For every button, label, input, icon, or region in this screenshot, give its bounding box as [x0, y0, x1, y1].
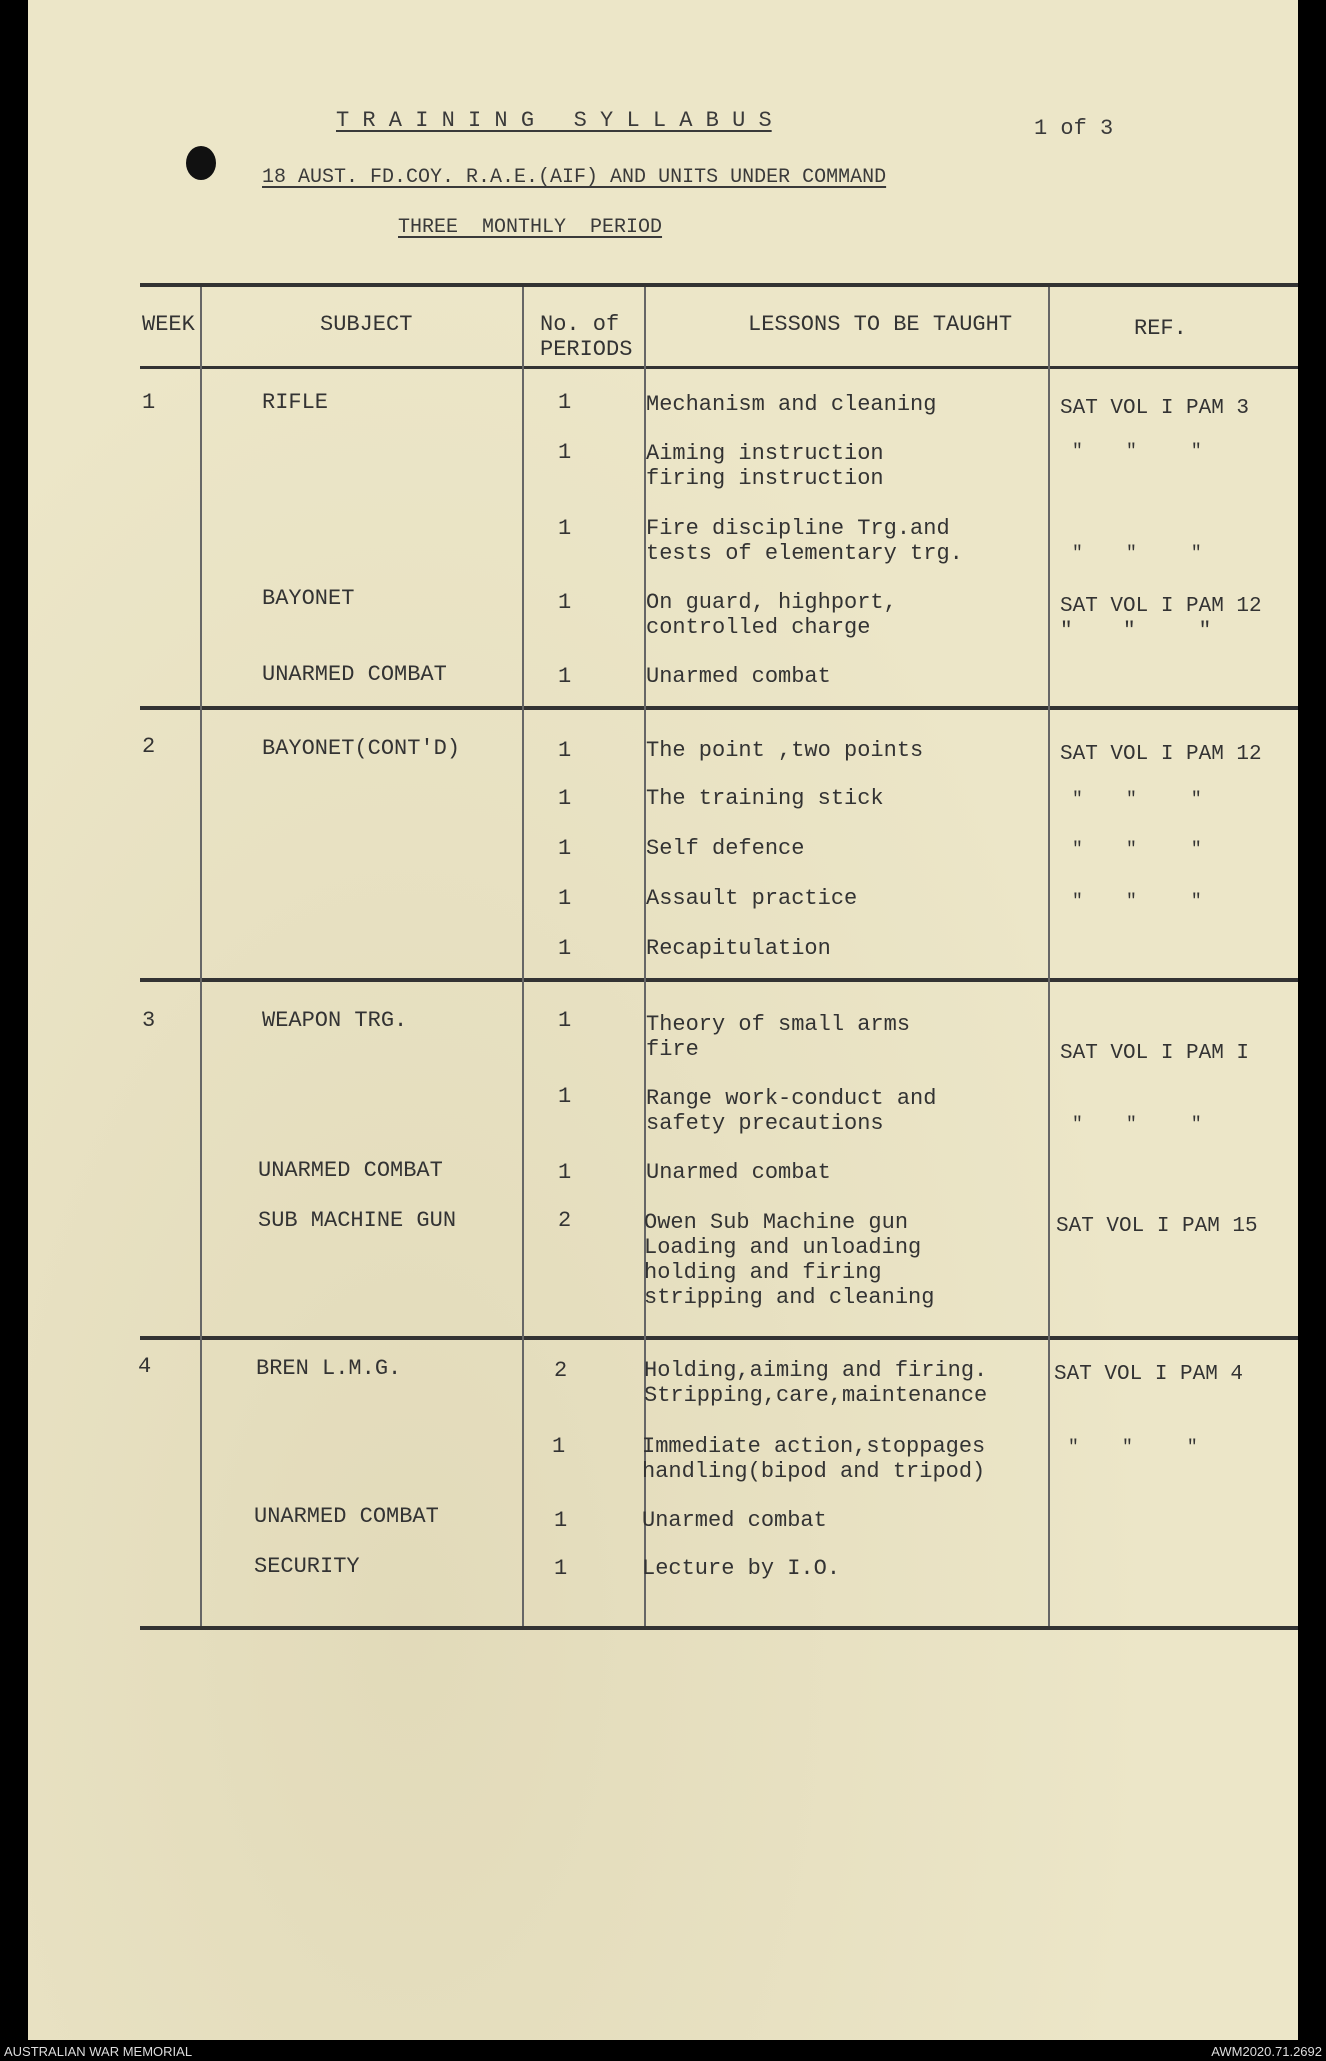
row-periods: 1 — [558, 936, 572, 961]
row-week: 2 — [142, 734, 156, 759]
row-periods: 1 — [558, 786, 572, 811]
row-periods: 1 — [558, 836, 572, 861]
row-subject: BAYONET — [262, 586, 355, 611]
row-lesson: The training stick — [646, 786, 884, 811]
row-periods: 1 — [558, 886, 572, 911]
row-lesson: Theory of small arms fire — [646, 1012, 911, 1062]
row-ref: SAT VOL I PAM 15 — [1056, 1215, 1258, 1238]
row-periods: 1 — [558, 590, 572, 615]
row-ref: SAT VOL I PAM I — [1060, 1042, 1250, 1065]
column-header-periods: No. of PERIODS — [540, 312, 633, 362]
row-lesson: Mechanism and cleaning — [646, 392, 937, 417]
column-header-subject: SUBJECT — [320, 312, 413, 337]
header-rule — [140, 366, 1298, 369]
week-1-rule — [140, 706, 1298, 710]
row-subject: RIFLE — [262, 390, 329, 415]
row-periods: 1 — [558, 738, 572, 763]
row-lesson: The point ,two points — [646, 738, 924, 763]
document-title: T R A I N I N G S Y L L A B U S — [336, 108, 772, 133]
row-subject: UNARMED COMBAT — [254, 1504, 439, 1529]
table-top-rule — [140, 283, 1298, 287]
row-ref: " " " — [1072, 1115, 1202, 1135]
row-ref: " " " — [1072, 790, 1202, 810]
row-ref: " " " — [1072, 840, 1202, 860]
row-subject: SUB MACHINE GUN — [258, 1208, 457, 1233]
row-lesson: Unarmed combat — [642, 1508, 827, 1533]
unit-heading: 18 AUST. FD.COY. R.A.E.(AIF) AND UNITS UNDER COMMAND — [262, 166, 887, 189]
row-lesson: Assault practice — [646, 886, 858, 911]
row-subject: SECURITY — [254, 1554, 360, 1579]
col-divider-lessons — [1048, 287, 1050, 1626]
footer-catalog-number: AWM2020.71.2692 — [1211, 2044, 1322, 2059]
row-ref: SAT VOL I PAM 12 — [1060, 743, 1262, 766]
document-page — [28, 0, 1298, 2040]
table-bottom-rule — [140, 1626, 1298, 1630]
row-week: 1 — [142, 390, 156, 415]
column-header-lessons: LESSONS TO BE TAUGHT — [748, 312, 1013, 337]
row-week: 4 — [138, 1354, 152, 1379]
punch-hole — [186, 146, 216, 180]
row-ref: SAT VOL I PAM 12 " " " — [1060, 595, 1262, 643]
row-periods: 1 — [558, 440, 572, 465]
row-subject: WEAPON TRG. — [262, 1008, 408, 1033]
row-periods: 1 — [558, 1008, 572, 1033]
row-lesson: Fire discipline Trg.and tests of elementary trg. — [646, 516, 963, 566]
row-subject: BREN L.M.G. — [256, 1356, 402, 1381]
row-lesson: Immediate action,stoppages handling(bipod and tripod) — [642, 1434, 986, 1484]
row-periods: 1 — [558, 1160, 572, 1185]
row-lesson: Owen Sub Machine gun Loading and unloading holding and firing stripping and cleaning — [644, 1210, 935, 1310]
row-periods: 1 — [558, 516, 572, 541]
row-ref: " " " — [1072, 442, 1202, 462]
row-lesson: Recapitulation — [646, 936, 831, 961]
row-ref: SAT VOL I PAM 3 — [1060, 397, 1250, 420]
row-lesson: Range work-conduct and safety precautions — [646, 1086, 937, 1136]
row-periods: 1 — [558, 664, 572, 689]
row-lesson: Lecture by I.O. — [642, 1556, 841, 1581]
col-divider-subject — [522, 287, 524, 1626]
row-ref: SAT VOL I PAM 4 — [1054, 1363, 1244, 1386]
week-3-rule — [140, 1336, 1298, 1340]
footer-archive-name: AUSTRALIAN WAR MEMORIAL — [4, 2044, 193, 2059]
row-periods: 1 — [552, 1434, 566, 1459]
row-periods: 1 — [554, 1556, 568, 1581]
row-periods: 2 — [554, 1358, 568, 1383]
period-heading: THREE MONTHLY PERIOD — [398, 216, 663, 239]
row-lesson: Self defence — [646, 836, 805, 861]
row-subject: UNARMED COMBAT — [262, 662, 447, 687]
row-subject: UNARMED COMBAT — [258, 1158, 443, 1183]
row-week: 3 — [142, 1008, 156, 1033]
row-periods: 1 — [558, 390, 572, 415]
row-ref: " " " — [1072, 892, 1202, 912]
row-periods: 1 — [554, 1508, 568, 1533]
row-subject: BAYONET(CONT'D) — [262, 736, 461, 761]
week-2-rule — [140, 978, 1298, 982]
row-ref: " " " — [1068, 1438, 1198, 1458]
row-ref: " " " — [1072, 544, 1202, 564]
row-lesson: Aiming instruction firing instruction — [646, 441, 884, 491]
row-lesson: Unarmed combat — [646, 1160, 831, 1185]
column-header-ref: REF. — [1134, 316, 1187, 341]
col-divider-week — [200, 287, 202, 1626]
row-periods: 2 — [558, 1208, 572, 1233]
row-periods: 1 — [558, 1084, 572, 1109]
row-lesson: Unarmed combat — [646, 664, 831, 689]
row-lesson: Holding,aiming and firing. Stripping,care,maintenance — [644, 1358, 988, 1408]
page-number: 1 of 3 — [1034, 116, 1114, 141]
row-lesson: On guard, highport, controlled charge — [646, 590, 897, 640]
column-header-week: WEEK — [142, 312, 195, 337]
